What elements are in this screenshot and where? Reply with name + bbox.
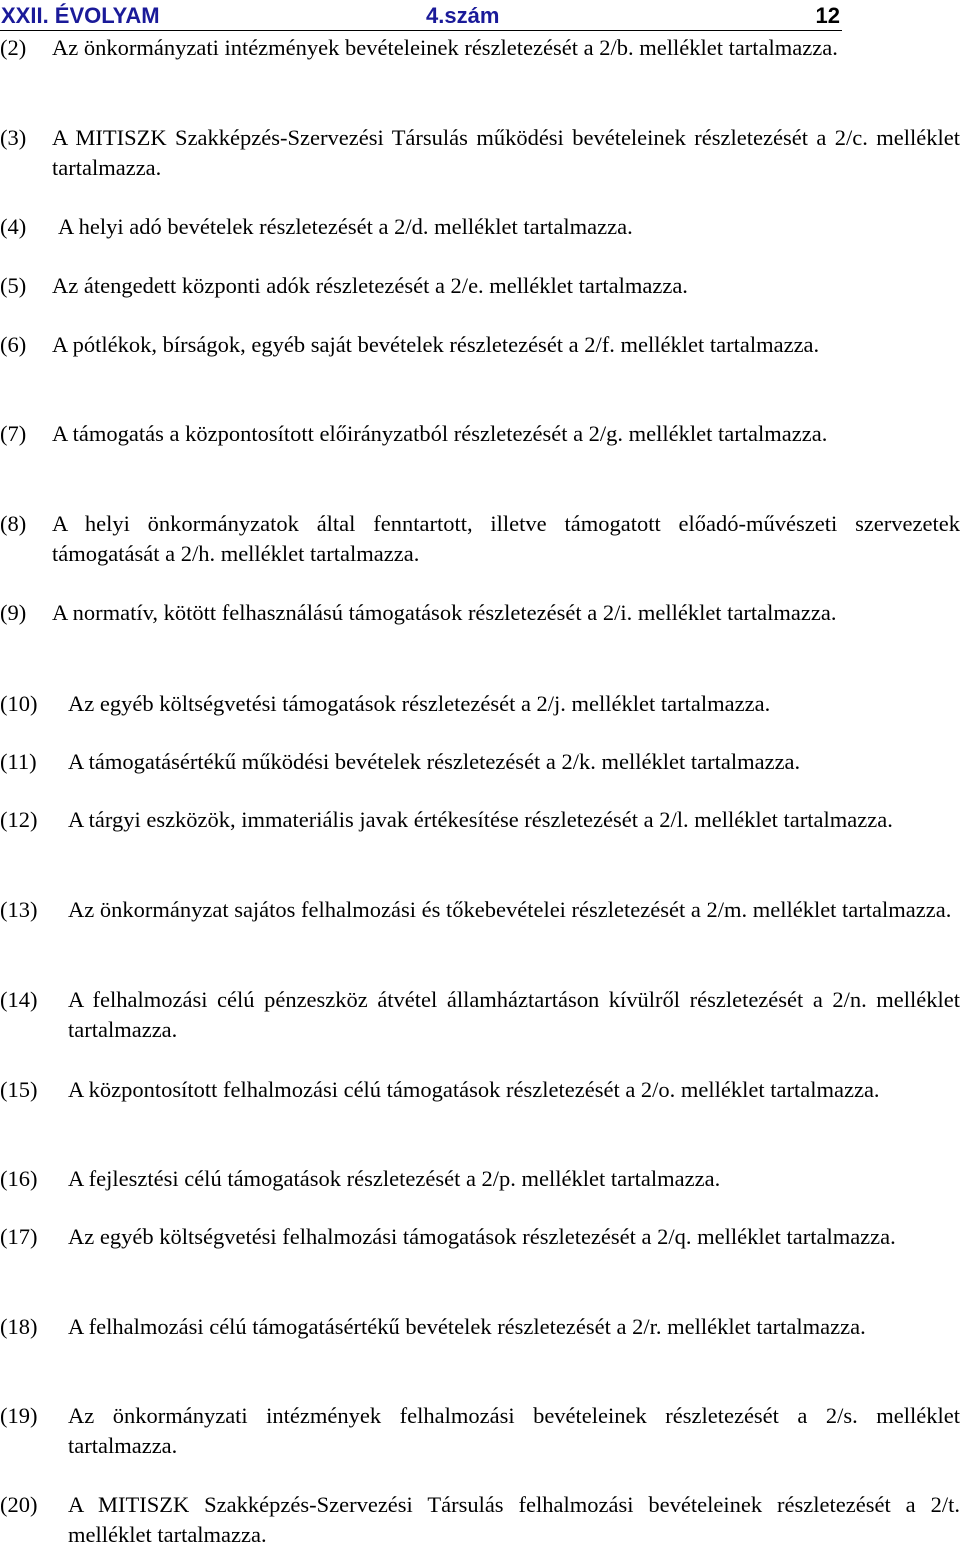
paragraph-number: (13): [0, 897, 38, 922]
paragraph-9: [0, 598, 960, 628]
paragraph-number: (10): [0, 691, 38, 716]
paragraph-text: Az egyéb költségvetési felhalmozási támogatások részletezését a 2/q. melléklet tartalmazza.: [68, 1224, 896, 1249]
page-number: 12: [815, 3, 840, 28]
paragraph-text: Az önkormányzat sajátos felhalmozási és tőkebevételei részletezését a 2/m. melléklet tartalmazza.: [68, 897, 952, 922]
paragraph-number: (19): [0, 1403, 38, 1428]
paragraph-15: [0, 1075, 960, 1105]
paragraph-20: [0, 1490, 960, 1550]
paragraph-7: [0, 419, 960, 449]
paragraph-number: (8): [0, 511, 27, 536]
paragraph-13: [0, 895, 960, 925]
paragraph-11: [0, 747, 960, 777]
paragraph-number: (3): [0, 125, 27, 150]
paragraph-number: (5): [0, 273, 27, 298]
paragraph-number: (20): [0, 1492, 38, 1517]
paragraph-number: (17): [0, 1224, 38, 1249]
paragraph-12: [0, 805, 960, 835]
journal-volume: XXII. ÉVOLYAM: [1, 3, 160, 28]
paragraph-10: [0, 689, 960, 719]
paragraph-text: Az átengedett központi adók részletezését a 2/e. melléklet tartalmazza.: [52, 273, 688, 298]
paragraph-text: Az önkormányzati intézmények bevételeinek részletezését a 2/b. melléklet tartalmazza.: [52, 35, 838, 60]
paragraph-text: Az egyéb költségvetési támogatások részletezését a 2/j. melléklet tartalmazza.: [68, 691, 771, 716]
paragraph-text: A normatív, kötött felhasználású támogatások részletezését a 2/i. melléklet tartalmazza.: [52, 600, 837, 625]
paragraph-text: A MITISZK Szakképzés-Szervezési Társulás működési bevételeinek részletezését a 2/c. melléklet tartalmazza.: [52, 125, 960, 180]
paragraph-text: Az önkormányzati intézmények felhalmozási bevételeinek részletezését a 2/s. melléklet tartalmazza.: [68, 1403, 960, 1458]
paragraph-14: [0, 985, 960, 1045]
paragraph-number: (2): [0, 35, 27, 60]
paragraph-text: A MITISZK Szakképzés-Szervezési Társulás felhalmozási bevételeinek részletezését a 2/t. melléklet tartalmazza.: [68, 1492, 960, 1547]
paragraph-number: (12): [0, 807, 38, 832]
paragraph-number: (11): [0, 749, 37, 774]
paragraph-text: A pótlékok, bírságok, egyéb saját bevételek részletezését a 2/f. melléklet tartalmazza.: [52, 332, 820, 357]
paragraph-text: A támogatásértékű működési bevételek részletezését a 2/k. melléklet tartalmazza.: [68, 749, 801, 774]
paragraph-4: [0, 212, 960, 242]
paragraph-19: [0, 1401, 960, 1461]
paragraph-number: (6): [0, 332, 27, 357]
paragraph-text: A támogatás a központosított előirányzatból részletezését a 2/g. melléklet tartalmazza.: [52, 421, 828, 446]
paragraph-text: A felhalmozási célú támogatásértékű bevételek részletezését a 2/r. melléklet tartalmazza.: [68, 1314, 866, 1339]
paragraph-17: [0, 1222, 960, 1252]
paragraph-text: A fejlesztési célú támogatások részletezését a 2/p. melléklet tartalmazza.: [68, 1166, 721, 1191]
paragraph-6: [0, 330, 960, 360]
paragraph-number: (18): [0, 1314, 38, 1339]
paragraph-number: (9): [0, 600, 27, 625]
paragraph-18: [0, 1312, 960, 1342]
paragraph-text: A helyi adó bevételek részletezését a 2/d. melléklet tartalmazza.: [58, 214, 633, 239]
paragraph-number: (7): [0, 421, 27, 446]
paragraph-16: [0, 1164, 960, 1194]
paragraph-2: [0, 33, 960, 63]
paragraph-text: A felhalmozási célú pénzeszköz átvétel államháztartáson kívülről részletezését a 2/n. melléklet tartalmazza.: [68, 987, 960, 1042]
paragraph-5: [0, 271, 960, 301]
page-header: [0, 2, 842, 31]
paragraph-number: (15): [0, 1077, 38, 1102]
paragraph-3: [0, 123, 960, 183]
paragraph-text: A helyi önkormányzatok által fenntartott, illetve támogatott előadó-művészeti szervezetek támogatását a 2/h. melléklet tartalmazza.: [52, 511, 960, 566]
paragraph-text: A tárgyi eszközök, immateriális javak értékesítése részletezését a 2/l. melléklet tartalmazza.: [68, 807, 893, 832]
paragraph-number: (4): [0, 214, 27, 239]
issue-number: 4.szám: [426, 3, 500, 28]
paragraph-8: [0, 509, 960, 569]
paragraph-number: (14): [0, 987, 38, 1012]
paragraph-number: (16): [0, 1166, 38, 1191]
paragraph-text: A központosított felhalmozási célú támogatások részletezését a 2/o. melléklet tartalmazza.: [68, 1077, 880, 1102]
